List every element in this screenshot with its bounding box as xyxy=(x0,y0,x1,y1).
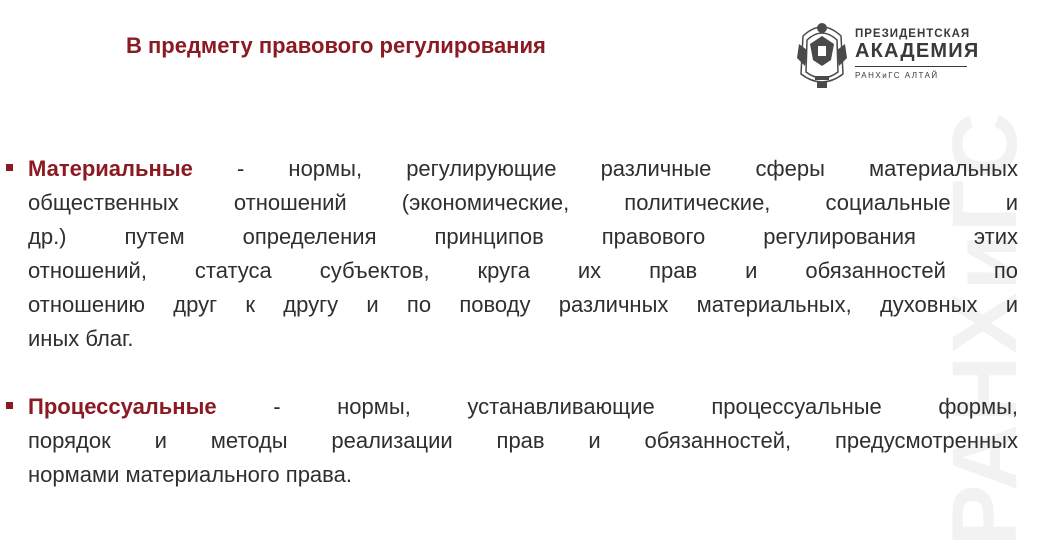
item-line: порядок и методы реализации прав и обязанностей, предусмотренных xyxy=(28,428,1018,453)
item-line: отношений, статуса субъектов, круга их прав и обязанностей по xyxy=(28,258,1018,283)
logo-text-presidential: ПРЕЗИДЕНТСКАЯ xyxy=(855,28,971,40)
item-line: др.) путем определения принципов правового регулирования этих xyxy=(28,224,1018,249)
item-text xyxy=(28,390,1018,492)
slide-content xyxy=(28,152,1018,492)
coat-of-arms-emblem xyxy=(793,14,851,92)
slide-title: В предмету правового регулирования xyxy=(126,33,546,58)
item-text xyxy=(28,152,1018,356)
term-procedural: Процессуальные xyxy=(28,394,217,419)
logo-text-academy: АКАДЕМИЯ xyxy=(855,40,980,62)
item-line: отношению друг к другу и по поводу различных материальных, духовных и xyxy=(28,292,1018,317)
bullet-icon xyxy=(6,402,13,409)
bullet-icon xyxy=(6,164,13,171)
item-line: - нормы, устанавливающие процессуальные формы, xyxy=(216,394,1018,419)
item-line: иных благ. xyxy=(28,326,134,351)
list-item-procedural xyxy=(28,390,1018,492)
watermark-text: РАНХиГС xyxy=(934,110,1036,546)
item-line: нормами материального права. xyxy=(28,462,352,487)
term-material: Материальные xyxy=(28,156,193,181)
list-item-material xyxy=(28,152,1018,356)
item-line: общественных отношений (экономические, политические, социальные и xyxy=(28,190,1018,215)
item-line: - нормы, регулирующие различные сферы материальных xyxy=(192,156,1018,181)
logo-text-ranepa-altai: РАНХиГС АЛТАЙ xyxy=(855,71,939,80)
